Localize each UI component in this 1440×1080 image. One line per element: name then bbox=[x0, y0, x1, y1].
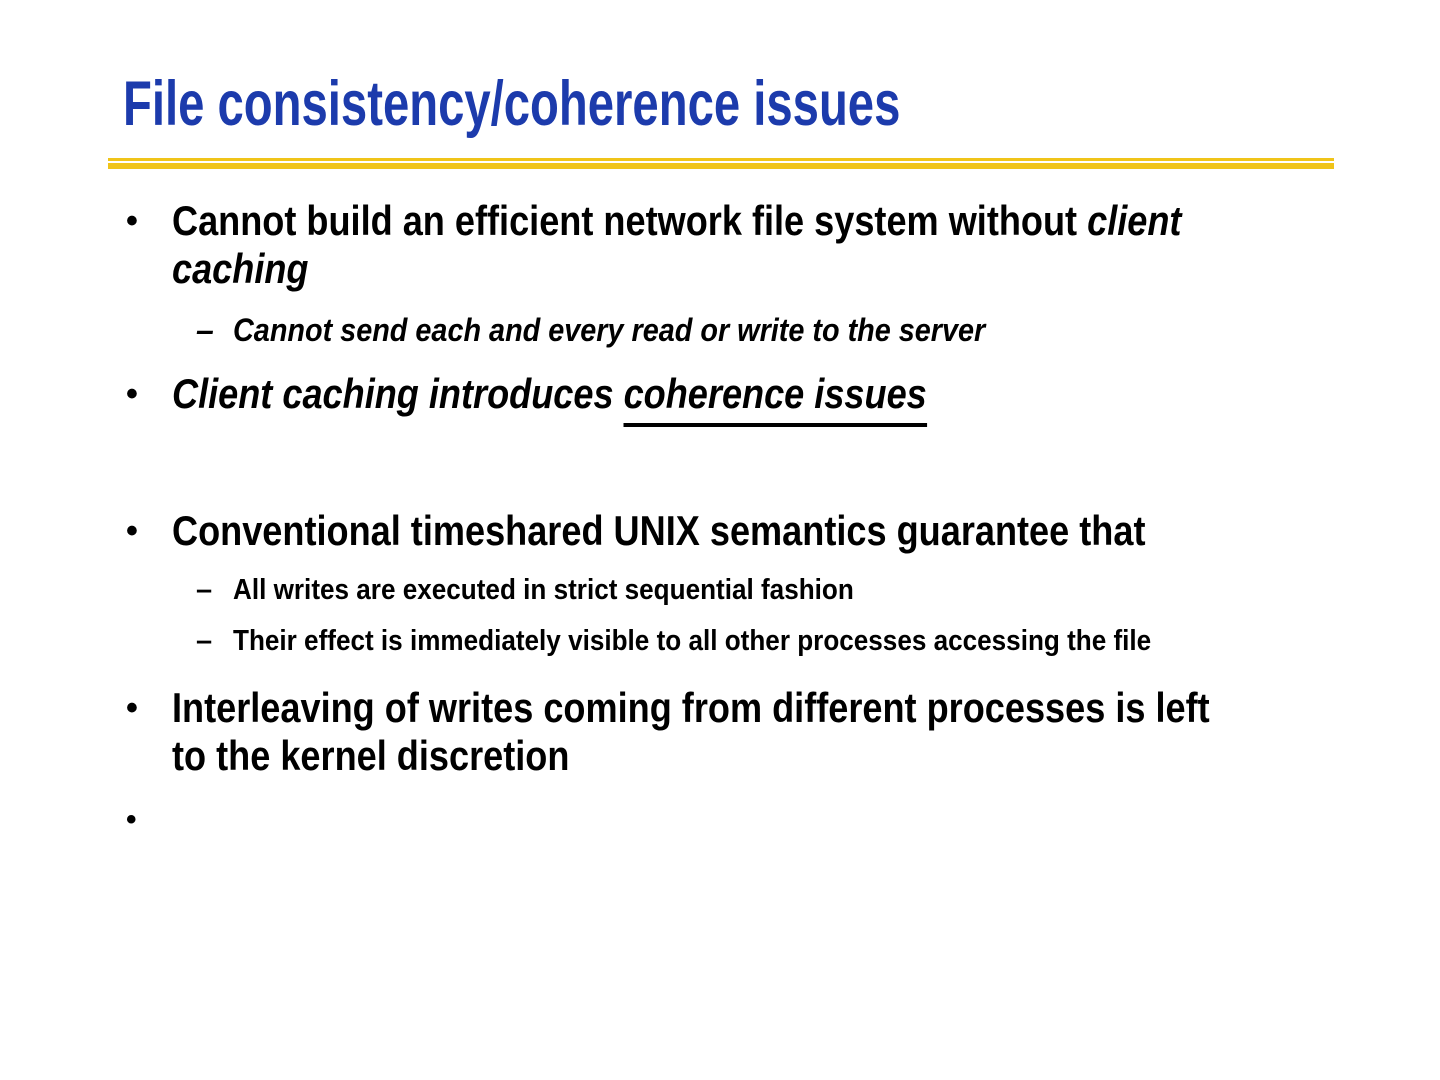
text-segment-underlined: coherence issues bbox=[624, 370, 927, 427]
bullet-line bbox=[172, 507, 1262, 555]
dash-marker: – bbox=[196, 312, 214, 348]
dash-marker: – bbox=[196, 574, 213, 606]
text-segment-italic: caching bbox=[172, 245, 309, 292]
bullet-marker: • bbox=[126, 512, 138, 550]
bullet-line bbox=[233, 311, 1319, 349]
bullet-item-client-caching bbox=[0, 197, 1440, 293]
bullet-line bbox=[172, 684, 1262, 732]
text-segment: Their effect is immediately visible to all other processes accessing the file bbox=[233, 625, 1152, 657]
text-segment: Cannot build an efficient network file system without bbox=[172, 197, 1088, 244]
bullet-marker: • bbox=[126, 202, 138, 240]
title-underline bbox=[108, 158, 1334, 169]
text-segment: Interleaving of writes coming from different processes is left bbox=[172, 684, 1210, 731]
bullet-line bbox=[172, 197, 1262, 245]
bullet-marker: • bbox=[126, 375, 138, 413]
title-underline-thick-line bbox=[108, 163, 1334, 169]
dash-marker: – bbox=[196, 625, 213, 657]
text-segment: Conventional timeshared UNIX semantics guarantee that bbox=[172, 507, 1146, 554]
slide-title: File consistency/coherence issues bbox=[123, 69, 901, 139]
text-segment: All writes are executed in strict sequential fashion bbox=[233, 574, 854, 606]
bullet-text bbox=[233, 311, 1440, 349]
bullet-text bbox=[172, 197, 1440, 293]
bullet-text bbox=[233, 624, 1440, 659]
bullet-line bbox=[233, 573, 1319, 608]
bullet-text bbox=[172, 370, 1440, 427]
text-segment: Client caching introduces bbox=[172, 370, 624, 417]
sub-bullet-item-no-send bbox=[0, 311, 1440, 349]
bullet-line bbox=[233, 624, 1319, 659]
bullet-marker: • bbox=[126, 689, 138, 727]
bullet-text bbox=[172, 507, 1440, 555]
bullet-text bbox=[233, 573, 1440, 608]
text-segment-italic: client bbox=[1087, 197, 1182, 244]
bullet-line bbox=[172, 370, 1262, 427]
text-segment: to the kernel discretion bbox=[172, 732, 570, 779]
bullet-marker: • bbox=[126, 803, 137, 836]
bullet-item-unix-semantics bbox=[0, 507, 1440, 555]
bullet-item-coherence-issues bbox=[0, 370, 1440, 427]
bullet-item-interleaving bbox=[0, 684, 1440, 780]
bullet-line bbox=[172, 245, 1262, 293]
bullet-text bbox=[172, 684, 1440, 780]
sub-bullet-item-sequential-writes bbox=[0, 573, 1440, 608]
sub-bullet-item-immediate-visibility bbox=[0, 624, 1440, 659]
text-segment: Cannot send each and every read or write to the server bbox=[233, 312, 986, 348]
bullet-line bbox=[172, 732, 1262, 780]
